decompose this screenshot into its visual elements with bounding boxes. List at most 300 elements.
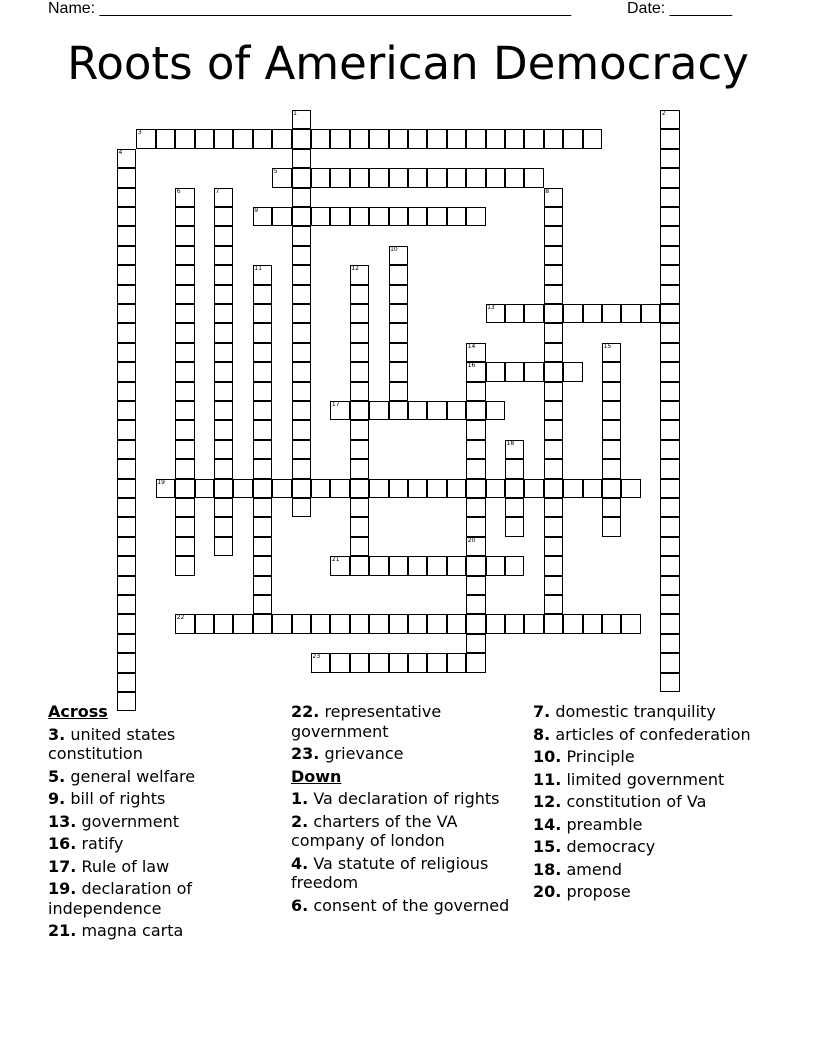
grid-cell[interactable] bbox=[602, 614, 621, 633]
grid-cell[interactable] bbox=[175, 129, 194, 148]
grid-cell[interactable] bbox=[117, 556, 136, 575]
grid-cell[interactable] bbox=[660, 556, 679, 575]
grid-cell[interactable] bbox=[350, 614, 369, 633]
grid-cell[interactable] bbox=[486, 129, 505, 148]
grid-cell[interactable] bbox=[350, 343, 369, 362]
grid-cell[interactable] bbox=[660, 653, 679, 672]
grid-cell[interactable] bbox=[544, 265, 563, 284]
grid-cell[interactable] bbox=[175, 459, 194, 478]
grid-cell[interactable] bbox=[292, 362, 311, 381]
grid-cell[interactable] bbox=[427, 207, 446, 226]
grid-cell[interactable] bbox=[660, 168, 679, 187]
grid-cell[interactable] bbox=[214, 459, 233, 478]
name-field[interactable]: Name: _____________________________________________________ bbox=[48, 0, 572, 17]
grid-cell[interactable] bbox=[466, 556, 485, 575]
grid-cell[interactable] bbox=[214, 362, 233, 381]
grid-cell[interactable] bbox=[389, 401, 408, 420]
grid-cell[interactable] bbox=[350, 401, 369, 420]
grid-cell[interactable] bbox=[505, 556, 524, 575]
grid-cell[interactable] bbox=[369, 401, 388, 420]
grid-cell[interactable] bbox=[524, 304, 543, 323]
grid-cell[interactable] bbox=[175, 343, 194, 362]
grid-cell[interactable] bbox=[350, 420, 369, 439]
grid-cell[interactable] bbox=[544, 343, 563, 362]
grid-cell[interactable] bbox=[253, 498, 272, 517]
grid-cell[interactable] bbox=[602, 459, 621, 478]
grid-cell[interactable] bbox=[466, 207, 485, 226]
grid-cell[interactable] bbox=[175, 498, 194, 517]
grid-cell[interactable] bbox=[292, 401, 311, 420]
grid-cell[interactable] bbox=[641, 304, 660, 323]
grid-cell[interactable] bbox=[660, 285, 679, 304]
grid-cell[interactable] bbox=[466, 382, 485, 401]
grid-cell[interactable] bbox=[311, 129, 330, 148]
grid-cell[interactable] bbox=[583, 304, 602, 323]
grid-cell[interactable] bbox=[214, 285, 233, 304]
grid-cell[interactable] bbox=[292, 614, 311, 633]
grid-cell[interactable] bbox=[660, 188, 679, 207]
grid-cell[interactable] bbox=[175, 265, 194, 284]
grid-cell[interactable] bbox=[214, 382, 233, 401]
grid-cell[interactable] bbox=[408, 479, 427, 498]
grid-cell[interactable] bbox=[117, 576, 136, 595]
grid-cell[interactable] bbox=[486, 362, 505, 381]
grid-cell[interactable] bbox=[175, 517, 194, 536]
grid-cell[interactable] bbox=[214, 517, 233, 536]
grid-cell[interactable] bbox=[447, 479, 466, 498]
grid-cell[interactable] bbox=[175, 246, 194, 265]
grid-cell[interactable] bbox=[466, 459, 485, 478]
grid-cell[interactable] bbox=[117, 634, 136, 653]
grid-cell[interactable] bbox=[389, 129, 408, 148]
grid-cell[interactable] bbox=[195, 614, 214, 633]
grid-cell[interactable] bbox=[544, 226, 563, 245]
grid-cell[interactable] bbox=[621, 614, 640, 633]
grid-cell[interactable] bbox=[427, 401, 446, 420]
grid-cell[interactable] bbox=[292, 207, 311, 226]
grid-cell[interactable] bbox=[544, 517, 563, 536]
grid-cell[interactable] bbox=[253, 459, 272, 478]
grid-cell[interactable] bbox=[253, 343, 272, 362]
grid-cell[interactable] bbox=[660, 401, 679, 420]
grid-cell[interactable] bbox=[408, 614, 427, 633]
grid-cell[interactable] bbox=[253, 595, 272, 614]
grid-cell[interactable] bbox=[602, 440, 621, 459]
grid-cell[interactable] bbox=[214, 323, 233, 342]
grid-cell[interactable] bbox=[175, 556, 194, 575]
grid-cell[interactable] bbox=[408, 556, 427, 575]
grid-cell[interactable] bbox=[253, 440, 272, 459]
grid-cell[interactable] bbox=[602, 479, 621, 498]
grid-cell[interactable] bbox=[544, 401, 563, 420]
grid-cell[interactable] bbox=[175, 479, 194, 498]
grid-cell[interactable] bbox=[621, 304, 640, 323]
grid-cell[interactable] bbox=[175, 401, 194, 420]
grid-cell[interactable] bbox=[660, 343, 679, 362]
grid-cell[interactable] bbox=[408, 168, 427, 187]
grid-cell[interactable] bbox=[175, 323, 194, 342]
grid-cell[interactable] bbox=[292, 149, 311, 168]
grid-cell[interactable] bbox=[544, 556, 563, 575]
grid-cell[interactable] bbox=[660, 129, 679, 148]
grid-cell[interactable] bbox=[253, 304, 272, 323]
grid-cell[interactable] bbox=[544, 246, 563, 265]
grid-cell[interactable] bbox=[466, 576, 485, 595]
grid-cell[interactable] bbox=[369, 207, 388, 226]
grid-cell[interactable] bbox=[117, 265, 136, 284]
grid-cell[interactable] bbox=[214, 614, 233, 633]
grid-cell[interactable] bbox=[117, 401, 136, 420]
grid-cell[interactable] bbox=[389, 343, 408, 362]
grid-cell[interactable] bbox=[466, 479, 485, 498]
grid-cell[interactable] bbox=[292, 265, 311, 284]
grid-cell[interactable] bbox=[369, 168, 388, 187]
grid-cell[interactable] bbox=[389, 265, 408, 284]
grid-cell[interactable] bbox=[389, 304, 408, 323]
grid-cell[interactable] bbox=[195, 479, 214, 498]
grid-cell[interactable] bbox=[447, 614, 466, 633]
grid-cell[interactable] bbox=[253, 517, 272, 536]
grid-cell[interactable] bbox=[117, 420, 136, 439]
grid-cell[interactable] bbox=[544, 459, 563, 478]
grid-cell[interactable] bbox=[466, 517, 485, 536]
grid-cell[interactable] bbox=[117, 246, 136, 265]
grid-cell[interactable] bbox=[350, 537, 369, 556]
grid-cell[interactable] bbox=[311, 479, 330, 498]
grid-cell[interactable] bbox=[486, 614, 505, 633]
grid-cell[interactable] bbox=[117, 207, 136, 226]
grid-cell[interactable] bbox=[233, 129, 252, 148]
grid-cell[interactable] bbox=[253, 362, 272, 381]
grid-cell[interactable] bbox=[466, 129, 485, 148]
grid-cell[interactable] bbox=[524, 479, 543, 498]
grid-cell[interactable] bbox=[524, 362, 543, 381]
grid-cell[interactable] bbox=[660, 614, 679, 633]
grid-cell[interactable] bbox=[117, 498, 136, 517]
grid-cell[interactable] bbox=[253, 285, 272, 304]
grid-cell[interactable] bbox=[466, 401, 485, 420]
grid-cell[interactable] bbox=[544, 498, 563, 517]
grid-cell[interactable] bbox=[563, 304, 582, 323]
grid-cell[interactable] bbox=[117, 479, 136, 498]
grid-cell[interactable] bbox=[350, 362, 369, 381]
grid-cell[interactable] bbox=[233, 614, 252, 633]
grid-cell[interactable] bbox=[253, 479, 272, 498]
grid-cell[interactable] bbox=[544, 537, 563, 556]
grid-cell[interactable] bbox=[505, 479, 524, 498]
grid-cell[interactable] bbox=[389, 285, 408, 304]
grid-cell[interactable] bbox=[292, 129, 311, 148]
grid-cell[interactable] bbox=[544, 614, 563, 633]
grid-cell[interactable] bbox=[117, 382, 136, 401]
grid-cell[interactable] bbox=[660, 459, 679, 478]
grid-cell[interactable] bbox=[544, 382, 563, 401]
grid-cell[interactable] bbox=[214, 226, 233, 245]
grid-cell[interactable] bbox=[544, 323, 563, 342]
grid-cell[interactable] bbox=[389, 382, 408, 401]
grid-cell[interactable] bbox=[660, 420, 679, 439]
grid-cell[interactable] bbox=[156, 129, 175, 148]
grid-cell[interactable] bbox=[660, 576, 679, 595]
grid-cell[interactable] bbox=[350, 653, 369, 672]
grid-cell[interactable] bbox=[330, 479, 349, 498]
grid-cell[interactable] bbox=[466, 653, 485, 672]
grid-cell[interactable] bbox=[272, 479, 291, 498]
grid-cell[interactable] bbox=[602, 420, 621, 439]
grid-cell[interactable] bbox=[505, 498, 524, 517]
grid-cell[interactable] bbox=[544, 420, 563, 439]
grid-cell[interactable] bbox=[563, 129, 582, 148]
grid-cell[interactable] bbox=[117, 362, 136, 381]
grid-cell[interactable] bbox=[214, 498, 233, 517]
grid-cell[interactable] bbox=[214, 440, 233, 459]
grid-cell[interactable] bbox=[350, 129, 369, 148]
grid-cell[interactable] bbox=[389, 479, 408, 498]
grid-cell[interactable] bbox=[292, 323, 311, 342]
grid-cell[interactable] bbox=[427, 556, 446, 575]
grid-cell[interactable] bbox=[195, 129, 214, 148]
grid-cell[interactable] bbox=[330, 207, 349, 226]
grid-cell[interactable] bbox=[544, 440, 563, 459]
grid-cell[interactable] bbox=[427, 614, 446, 633]
grid-cell[interactable] bbox=[563, 362, 582, 381]
grid-cell[interactable] bbox=[292, 459, 311, 478]
grid-cell[interactable] bbox=[660, 479, 679, 498]
grid-cell[interactable] bbox=[602, 362, 621, 381]
grid-cell[interactable] bbox=[175, 304, 194, 323]
grid-cell[interactable] bbox=[253, 420, 272, 439]
grid-cell[interactable] bbox=[660, 537, 679, 556]
grid-cell[interactable] bbox=[660, 304, 679, 323]
grid-cell[interactable] bbox=[408, 207, 427, 226]
grid-cell[interactable] bbox=[505, 614, 524, 633]
grid-cell[interactable] bbox=[117, 168, 136, 187]
grid-cell[interactable] bbox=[292, 168, 311, 187]
grid-cell[interactable] bbox=[660, 246, 679, 265]
grid-cell[interactable] bbox=[253, 614, 272, 633]
grid-cell[interactable] bbox=[292, 440, 311, 459]
grid-cell[interactable] bbox=[369, 556, 388, 575]
grid-cell[interactable] bbox=[621, 479, 640, 498]
grid-cell[interactable] bbox=[427, 168, 446, 187]
grid-cell[interactable] bbox=[292, 343, 311, 362]
grid-cell[interactable] bbox=[350, 285, 369, 304]
grid-cell[interactable] bbox=[505, 362, 524, 381]
grid-cell[interactable] bbox=[253, 556, 272, 575]
grid-cell[interactable] bbox=[427, 653, 446, 672]
grid-cell[interactable] bbox=[486, 401, 505, 420]
grid-cell[interactable] bbox=[660, 323, 679, 342]
grid-cell[interactable] bbox=[233, 479, 252, 498]
grid-cell[interactable] bbox=[466, 595, 485, 614]
grid-cell[interactable] bbox=[505, 129, 524, 148]
grid-cell[interactable] bbox=[544, 207, 563, 226]
grid-cell[interactable] bbox=[389, 168, 408, 187]
grid-cell[interactable] bbox=[602, 304, 621, 323]
grid-cell[interactable] bbox=[117, 614, 136, 633]
grid-cell[interactable] bbox=[447, 129, 466, 148]
grid-cell[interactable] bbox=[350, 382, 369, 401]
grid-cell[interactable] bbox=[389, 323, 408, 342]
grid-cell[interactable] bbox=[214, 420, 233, 439]
grid-cell[interactable] bbox=[544, 362, 563, 381]
grid-cell[interactable] bbox=[311, 207, 330, 226]
grid-cell[interactable] bbox=[389, 207, 408, 226]
grid-cell[interactable] bbox=[369, 653, 388, 672]
grid-cell[interactable] bbox=[544, 285, 563, 304]
grid-cell[interactable] bbox=[583, 614, 602, 633]
grid-cell[interactable] bbox=[292, 479, 311, 498]
grid-cell[interactable] bbox=[350, 304, 369, 323]
grid-cell[interactable] bbox=[660, 149, 679, 168]
grid-cell[interactable] bbox=[466, 168, 485, 187]
grid-cell[interactable] bbox=[117, 595, 136, 614]
grid-cell[interactable] bbox=[408, 653, 427, 672]
grid-cell[interactable] bbox=[524, 614, 543, 633]
grid-cell[interactable] bbox=[486, 479, 505, 498]
grid-cell[interactable] bbox=[117, 653, 136, 672]
grid-cell[interactable] bbox=[292, 246, 311, 265]
grid-cell[interactable] bbox=[292, 420, 311, 439]
grid-cell[interactable] bbox=[660, 595, 679, 614]
grid-cell[interactable] bbox=[466, 420, 485, 439]
grid-cell[interactable] bbox=[447, 207, 466, 226]
grid-cell[interactable] bbox=[214, 207, 233, 226]
grid-cell[interactable] bbox=[214, 343, 233, 362]
grid-cell[interactable] bbox=[272, 614, 291, 633]
grid-cell[interactable] bbox=[117, 343, 136, 362]
grid-cell[interactable] bbox=[466, 634, 485, 653]
grid-cell[interactable] bbox=[660, 440, 679, 459]
grid-cell[interactable] bbox=[272, 129, 291, 148]
grid-cell[interactable] bbox=[330, 129, 349, 148]
grid-cell[interactable] bbox=[583, 479, 602, 498]
grid-cell[interactable] bbox=[524, 129, 543, 148]
grid-cell[interactable] bbox=[505, 168, 524, 187]
grid-cell[interactable] bbox=[660, 673, 679, 692]
grid-cell[interactable] bbox=[660, 382, 679, 401]
grid-cell[interactable] bbox=[505, 517, 524, 536]
grid-cell[interactable] bbox=[175, 537, 194, 556]
grid-cell[interactable] bbox=[544, 129, 563, 148]
date-field[interactable]: Date: _______ bbox=[627, 0, 732, 17]
grid-cell[interactable] bbox=[466, 440, 485, 459]
grid-cell[interactable] bbox=[408, 129, 427, 148]
grid-cell[interactable] bbox=[350, 323, 369, 342]
grid-cell[interactable] bbox=[389, 614, 408, 633]
grid-cell[interactable] bbox=[253, 129, 272, 148]
grid-cell[interactable] bbox=[253, 382, 272, 401]
grid-cell[interactable] bbox=[272, 207, 291, 226]
grid-cell[interactable] bbox=[466, 498, 485, 517]
grid-cell[interactable] bbox=[447, 653, 466, 672]
grid-cell[interactable] bbox=[330, 168, 349, 187]
grid-cell[interactable] bbox=[389, 556, 408, 575]
grid-cell[interactable] bbox=[117, 440, 136, 459]
grid-cell[interactable] bbox=[292, 226, 311, 245]
grid-cell[interactable] bbox=[660, 226, 679, 245]
grid-cell[interactable] bbox=[389, 653, 408, 672]
grid-cell[interactable] bbox=[311, 168, 330, 187]
grid-cell[interactable] bbox=[292, 382, 311, 401]
grid-cell[interactable] bbox=[253, 401, 272, 420]
grid-cell[interactable] bbox=[602, 517, 621, 536]
grid-cell[interactable] bbox=[369, 129, 388, 148]
grid-cell[interactable] bbox=[466, 614, 485, 633]
grid-cell[interactable] bbox=[486, 168, 505, 187]
grid-cell[interactable] bbox=[214, 129, 233, 148]
grid-cell[interactable] bbox=[253, 537, 272, 556]
grid-cell[interactable] bbox=[563, 614, 582, 633]
grid-cell[interactable] bbox=[602, 382, 621, 401]
grid-cell[interactable] bbox=[117, 285, 136, 304]
grid-cell[interactable] bbox=[117, 673, 136, 692]
grid-cell[interactable] bbox=[175, 440, 194, 459]
grid-cell[interactable] bbox=[292, 498, 311, 517]
grid-cell[interactable] bbox=[117, 226, 136, 245]
grid-cell[interactable] bbox=[369, 614, 388, 633]
grid-cell[interactable] bbox=[175, 285, 194, 304]
grid-cell[interactable] bbox=[350, 459, 369, 478]
grid-cell[interactable] bbox=[544, 479, 563, 498]
grid-cell[interactable] bbox=[602, 401, 621, 420]
grid-cell[interactable] bbox=[563, 479, 582, 498]
grid-cell[interactable] bbox=[214, 265, 233, 284]
grid-cell[interactable] bbox=[175, 382, 194, 401]
grid-cell[interactable] bbox=[583, 129, 602, 148]
grid-cell[interactable] bbox=[524, 168, 543, 187]
grid-cell[interactable] bbox=[214, 401, 233, 420]
grid-cell[interactable] bbox=[253, 323, 272, 342]
grid-cell[interactable] bbox=[389, 362, 408, 381]
grid-cell[interactable] bbox=[330, 653, 349, 672]
grid-cell[interactable] bbox=[447, 168, 466, 187]
grid-cell[interactable] bbox=[660, 265, 679, 284]
grid-cell[interactable] bbox=[175, 420, 194, 439]
grid-cell[interactable] bbox=[214, 246, 233, 265]
grid-cell[interactable] bbox=[408, 401, 427, 420]
grid-cell[interactable] bbox=[117, 537, 136, 556]
grid-cell[interactable] bbox=[602, 498, 621, 517]
grid-cell[interactable] bbox=[214, 537, 233, 556]
grid-cell[interactable] bbox=[447, 556, 466, 575]
grid-cell[interactable] bbox=[350, 207, 369, 226]
grid-cell[interactable] bbox=[350, 556, 369, 575]
grid-cell[interactable] bbox=[660, 207, 679, 226]
grid-cell[interactable] bbox=[544, 595, 563, 614]
grid-cell[interactable] bbox=[253, 576, 272, 595]
grid-cell[interactable] bbox=[505, 304, 524, 323]
grid-cell[interactable] bbox=[660, 634, 679, 653]
grid-cell[interactable] bbox=[660, 498, 679, 517]
grid-cell[interactable] bbox=[350, 440, 369, 459]
grid-cell[interactable] bbox=[175, 226, 194, 245]
grid-cell[interactable] bbox=[544, 304, 563, 323]
grid-cell[interactable] bbox=[544, 576, 563, 595]
grid-cell[interactable] bbox=[350, 517, 369, 536]
grid-cell[interactable] bbox=[369, 479, 388, 498]
grid-cell[interactable] bbox=[350, 168, 369, 187]
grid-cell[interactable] bbox=[660, 517, 679, 536]
grid-cell[interactable] bbox=[311, 614, 330, 633]
grid-cell[interactable] bbox=[350, 479, 369, 498]
grid-cell[interactable] bbox=[330, 614, 349, 633]
grid-cell[interactable] bbox=[427, 479, 446, 498]
grid-cell[interactable] bbox=[486, 556, 505, 575]
grid-cell[interactable] bbox=[447, 401, 466, 420]
grid-cell[interactable] bbox=[660, 362, 679, 381]
grid-cell[interactable] bbox=[292, 188, 311, 207]
